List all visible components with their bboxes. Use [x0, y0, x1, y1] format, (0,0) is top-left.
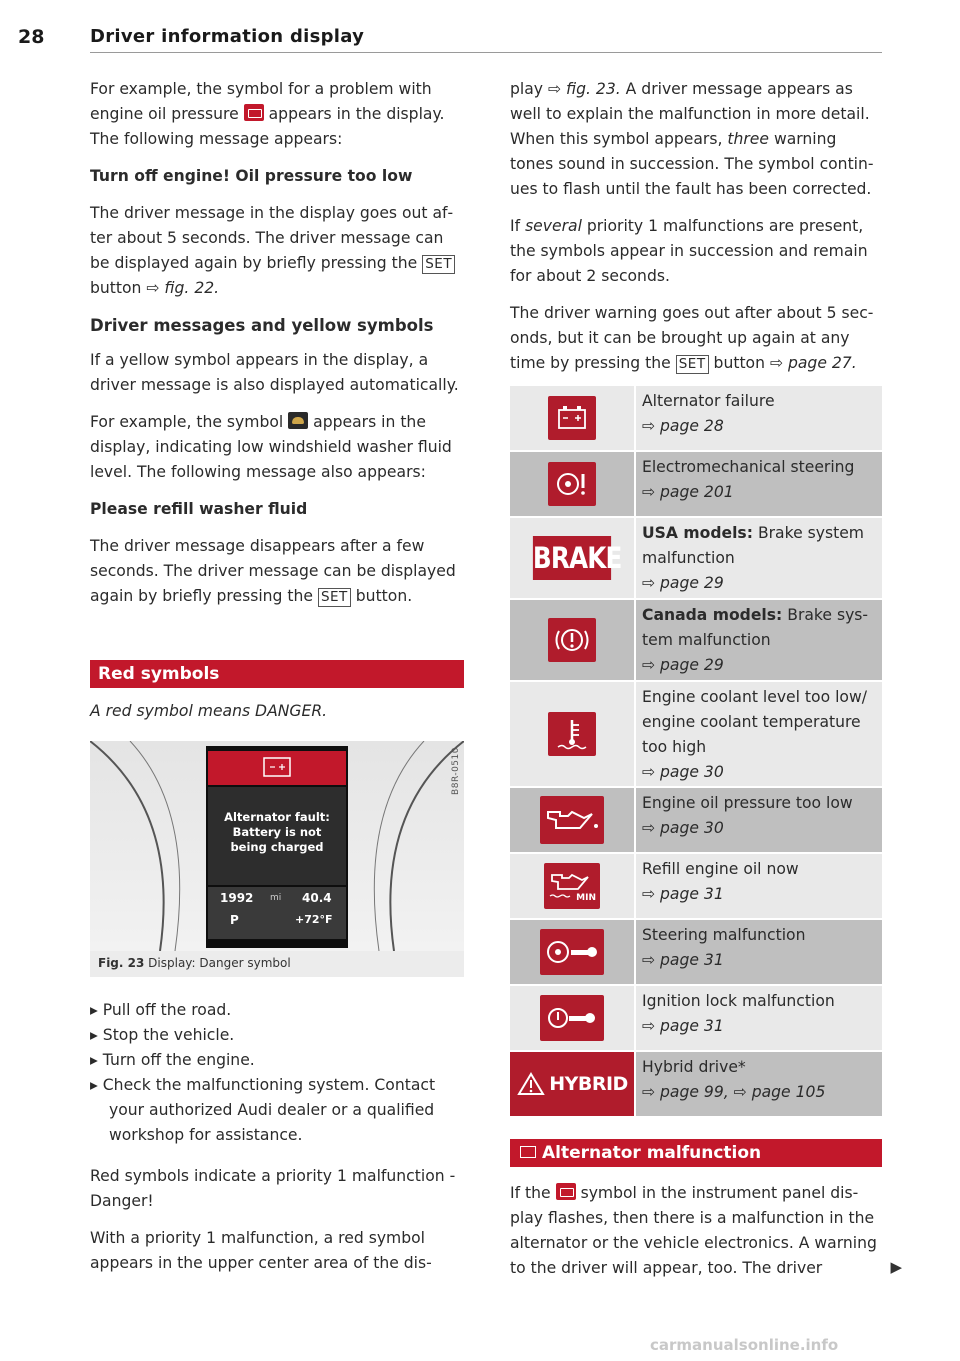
table-row-title: Engine oil pressure too low: [642, 794, 853, 812]
message-oil-pressure: Turn off engine! Oil pressure too low: [90, 167, 413, 185]
brake-circle-icon: [548, 618, 596, 662]
continue-arrow-icon: ▶: [890, 1258, 902, 1276]
list-item: ▸ Check the malfunctioning system. Contact your authorized Audi dealer or a qualified workshop for assistance.: [90, 1076, 436, 1144]
table-row-title: Electromechanical steering: [642, 458, 855, 476]
left-column: [90, 77, 464, 621]
red-lead: A red symbol means DANGER.: [90, 702, 328, 720]
table-row: [510, 682, 882, 788]
page-reference: ⇨ page 27.: [769, 354, 857, 372]
paragraph-yellow-symbol: If a yellow symbol appears in the display, a driver message is also displayed automatically.: [90, 351, 459, 394]
table-row: [510, 854, 882, 920]
table-row: [510, 452, 882, 518]
table-row: [510, 1052, 882, 1118]
page-reference: ⇨ page 99, ⇨ page 105: [642, 1083, 826, 1101]
table-row: [510, 518, 882, 600]
figure-code: B8R-0510: [451, 747, 461, 795]
paragraph-upper-center: With a priority 1 malfunction, a red symbol appears in the upper center area of the dis-: [90, 1229, 432, 1272]
table-row-title: Ignition lock malfunction: [642, 992, 835, 1010]
screen-message: Alternator fault: Battery is not being charged: [224, 810, 330, 854]
list-item: ▸ Stop the vehicle.: [90, 1026, 235, 1044]
list-item: ▸ Turn off the engine.: [90, 1051, 255, 1069]
section-red-symbols: Red symbols: [90, 660, 464, 688]
outside-temperature: +72°F: [295, 913, 333, 926]
odometer: 1992: [220, 891, 254, 905]
table-row-title: Canada models: Brake system malfunction: [642, 606, 869, 649]
fig-reference: ⇨ fig. 23.: [547, 80, 621, 98]
table-row-title: Refill engine oil now: [642, 860, 799, 878]
list-item: ▸ Pull off the road.: [90, 1001, 232, 1019]
table-row: [510, 788, 882, 854]
bullet-list: [90, 998, 464, 1148]
table-row: [510, 600, 882, 682]
oil-level-icon: MIN: [544, 863, 600, 909]
paragraph-oil-example: For example, the symbol for a problem with engine oil pressure appears in the display. The following message appears:: [90, 80, 445, 148]
steering-warning-icon: [548, 462, 596, 506]
left-column-lower: [90, 998, 464, 1288]
oil-pressure-inline-icon: [244, 104, 264, 121]
battery-icon: [548, 396, 596, 440]
page-reference: ⇨ page 29: [642, 656, 724, 674]
washer-fluid-inline-icon: [288, 412, 308, 429]
red-symbol-table: [510, 386, 882, 1118]
figure-danger-symbol: [90, 741, 464, 977]
right-column: [510, 77, 884, 388]
oil-can-icon: [540, 796, 604, 844]
battery-inline-icon: [556, 1183, 576, 1200]
ignition-lock-icon: [540, 995, 604, 1041]
heading-yellow-symbols: Driver messages and yellow symbols: [90, 316, 434, 335]
set-key: SET: [318, 588, 351, 607]
table-row-title: USA models: Brake system malfunction: [642, 524, 865, 567]
table-row-title: Hybrid drive*: [642, 1058, 746, 1076]
table-row: [510, 986, 882, 1052]
brake-text-icon: BRAKE: [533, 536, 611, 580]
message-washer-fluid: Please refill washer fluid: [90, 500, 308, 518]
figure-caption: Fig. 23 Display: Danger symbol: [98, 956, 291, 970]
table-row: [510, 386, 882, 452]
page-number: 28: [18, 26, 45, 48]
table-row-title: Alternator failure: [642, 392, 775, 410]
watermark: carmanualsonline.info: [650, 1336, 839, 1354]
table-row-title: Engine coolant level too low/ engine coolant temperature too high: [642, 688, 867, 756]
steering-lock-icon: [540, 929, 604, 975]
hybrid-icon: HYBRID: [510, 1052, 636, 1116]
table-row-title: Steering malfunction: [642, 926, 806, 944]
page-title: Driver information display: [90, 26, 365, 47]
paragraph-washer-example: For example, the symbol appears in the display, indicating low windshield washer fluid level. The following message also appears:: [90, 413, 452, 481]
fig-reference: ⇨ fig. 22.: [146, 279, 220, 297]
page-reference: ⇨ page 29: [642, 574, 724, 592]
page-reference: ⇨ page 30: [642, 763, 724, 781]
paragraph-priority-1: Red symbols indicate a priority 1 malfunction - Danger!: [90, 1167, 456, 1210]
paragraph-message-disappears: The driver message disappears after a few seconds. The driver message can be displayed again by briefly pressing the SET button.: [90, 537, 456, 605]
paragraph-display-continued: play ⇨ fig. 23. A driver message appears as well to explain the malfunction in more detail. When this symbol appears, three warning tones sound in succession. The symbol continues to flash until the fault has been corrected.: [510, 80, 874, 198]
paragraph-warning-goes-out: The driver warning goes out after about 5 seconds, but it can be brought up again at any time by pressing the SET button ⇨ page 27.: [510, 304, 874, 372]
paragraph-alternator: If the symbol in the instrument panel display flashes, then there is a malfunction in the alternator or the vehicle electronics. A warning to the driver will appear, too. The driver: [510, 1184, 877, 1277]
coolant-icon: [548, 712, 596, 756]
trip-meter: 40.4: [302, 891, 332, 905]
set-key: SET: [676, 355, 709, 374]
page-reference: ⇨ page 28: [642, 417, 724, 435]
paragraph-several: If several priority 1 malfunctions are present, the symbols appear in succession and remain for about 2 seconds.: [510, 217, 868, 285]
gear-indicator: P: [230, 913, 239, 927]
warning-triangle-icon: [516, 1069, 546, 1099]
page-reference: ⇨ page 31: [642, 1017, 724, 1035]
page-reference: ⇨ page 201: [642, 483, 734, 501]
page-reference: ⇨ page 31: [642, 885, 724, 903]
page-reference: ⇨ page 30: [642, 819, 724, 837]
set-key: SET: [422, 255, 455, 274]
paragraph-driver-message: The driver message in the display goes out after about 5 seconds. The driver message can be displayed again by briefly pressing the SET button ⇨ fig. 22.: [90, 204, 454, 297]
page-reference: ⇨ page 31: [642, 951, 724, 969]
odometer-unit: mi: [270, 893, 282, 903]
section-alternator: Alternator malfunction: [510, 1139, 882, 1167]
table-row: [510, 920, 882, 986]
battery-icon: [520, 1146, 536, 1158]
header-divider: [90, 52, 882, 53]
